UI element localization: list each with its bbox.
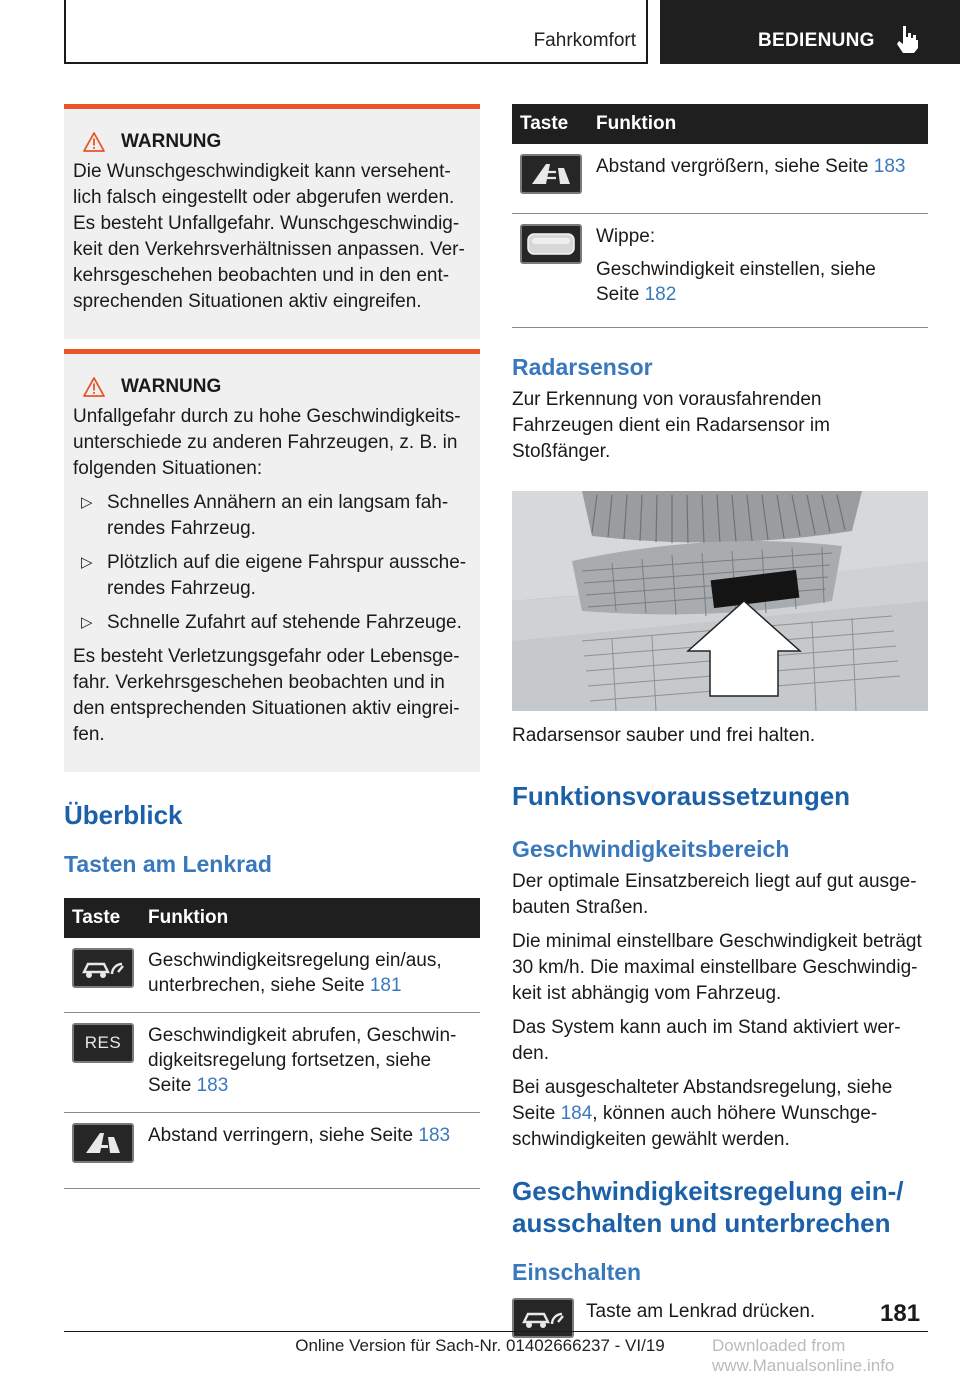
radar-description: Zur Erkennung von vorausfahrenden Fahrzeugen dient ein Radarsensor im Stoßfänger. (512, 389, 830, 462)
page-link[interactable]: 183 (873, 156, 906, 177)
keys-table-left (64, 898, 480, 1189)
footer-watermark: Downloaded from www.Manualsonline.info (712, 1336, 895, 1375)
keys-table-right (512, 104, 928, 328)
requirements-paragraph: Die minimal einstellbare Geschwindigkeit beträgt 30 km/h. Die maximal einstellbare Geschwindigkeit ist abhängig vom Fahrzeug. (512, 931, 922, 1004)
subheading-switch-on: Einschalten (512, 1259, 642, 1285)
switch-on-text: Taste am Lenkrad drücken. (586, 1301, 816, 1322)
warning-triangle-icon (83, 377, 105, 397)
header-chapter-title: BEDIENUNG (758, 30, 875, 51)
radar-sensor-photo (512, 491, 928, 711)
footer-divider (64, 1331, 928, 1332)
table-row: Geschwindigkeitsregelung ein/aus, unterbrechen, siehe Seite 181 (64, 938, 480, 1013)
warning-intro: Unfallgefahr durch zu hohe Geschwindigkeitsunterschiede zu anderen Fahrzeugen, z. B. in folgenden Situationen: (73, 406, 461, 479)
warning-outro: Es besteht Verletzungsgefahr oder Lebensgefahr. Verkehrsgeschehen beobachten und in den entsprechenden Situationen aktiv eingreifen. (73, 646, 460, 745)
page-number: 181 (880, 1300, 921, 1327)
distance-increase-icon (520, 154, 582, 194)
page-link[interactable]: 182 (644, 284, 677, 305)
header-section-tab (64, 0, 648, 64)
warning-text: Die Wunschgeschwindigkeit kann versehentlich falsch eingestellt oder abgerufen werden. Es besteht Unfallgefahr. Wunschgeschwindigkeit den Verkehrsverhältnissen anpassen. Verkehrsgeschehen beobachten und in den entsprechenden Situationen aktiv eingreifen. (73, 161, 465, 312)
list-item: ▷ Schnelle Zufahrt auf stehende Fahrzeuge. (73, 610, 470, 636)
warning-box-1 (64, 104, 480, 339)
subheading-radar-sensor: Radarsensor (512, 354, 653, 380)
page-link[interactable]: 183 (418, 1125, 451, 1146)
cruise-control-icon (512, 1298, 574, 1338)
rocker-switch-icon (520, 224, 582, 264)
res-key-icon: RES (72, 1023, 134, 1063)
table-row: Wippe: Geschwindigkeit einstellen, siehe Seite 182 (512, 214, 928, 328)
bullet-triangle-icon: ▷ (81, 554, 93, 571)
section-heading-onoff: Geschwindigkeitsregelung ein-/ ausschalten und unterbrechen (512, 1176, 904, 1238)
radar-caption: Radarsensor sauber und frei halten. (512, 725, 816, 746)
switch-on-instruction (512, 1298, 928, 1338)
list-item: ▷ Plötzlich auf die eigene Fahrspur ausscherendes Fahrzeug. (81, 552, 467, 599)
section-heading-requirements: Funktionsvoraussetzungen (512, 781, 851, 811)
section-heading-overview: Überblick (64, 800, 183, 830)
pointing-hand-icon (894, 24, 920, 54)
left-column (64, 104, 480, 1189)
list-item: ▷ Schnelles Annähern an ein langsam fahrendes Fahrzeug. (81, 492, 449, 539)
subheading-steering-keys: Tasten am Lenkrad (64, 851, 272, 877)
requirements-paragraph: Der optimale Einsatzbereich liegt auf gut ausgebauten Straßen. (512, 871, 917, 918)
table-row: Abstand vergrößern, siehe Seite 183 (512, 144, 928, 214)
page-link[interactable]: 181 (369, 975, 402, 996)
column-header-function: Funktion (140, 898, 480, 938)
page-link[interactable]: 183 (196, 1075, 229, 1096)
table-row: Abstand verringern, siehe Seite 183 (64, 1113, 480, 1189)
right-column (512, 104, 928, 1338)
requirements-paragraph: Bei ausgeschalteter Abstandsregelung, siehe Seite 184, können auch höhere Wunschgeschwindigkeiten gewählt werden. (512, 1077, 893, 1150)
warning-triangle-icon (83, 132, 105, 152)
bullet-triangle-icon: ▷ (81, 614, 93, 631)
bullet-triangle-icon: ▷ (81, 494, 93, 511)
column-header-key: Taste (512, 104, 588, 144)
column-header-function: Funktion (588, 104, 928, 144)
warning-box-2 (64, 349, 480, 772)
warning-title: WARNUNG (121, 131, 222, 152)
header-section-title: Fahrkomfort (533, 30, 636, 51)
requirements-paragraph: Das System kann auch im Stand aktiviert werden. (512, 1017, 901, 1064)
column-header-key: Taste (64, 898, 140, 938)
warning-list (73, 490, 470, 636)
distance-decrease-icon (72, 1123, 134, 1163)
warning-title: WARNUNG (121, 376, 222, 397)
table-row: RES Geschwindigkeit abrufen, Geschwindigkeitsregelung fortsetzen, siehe Seite 183 (64, 1013, 480, 1113)
header-chapter-tab (660, 0, 960, 64)
page-link[interactable]: 184 (560, 1103, 593, 1124)
cruise-control-icon (72, 948, 134, 988)
subheading-speed-range: Geschwindigkeitsbereich (512, 836, 790, 862)
footer-text: Online Version für Sach-Nr. 01402666237 - VI/19 (295, 1336, 665, 1355)
